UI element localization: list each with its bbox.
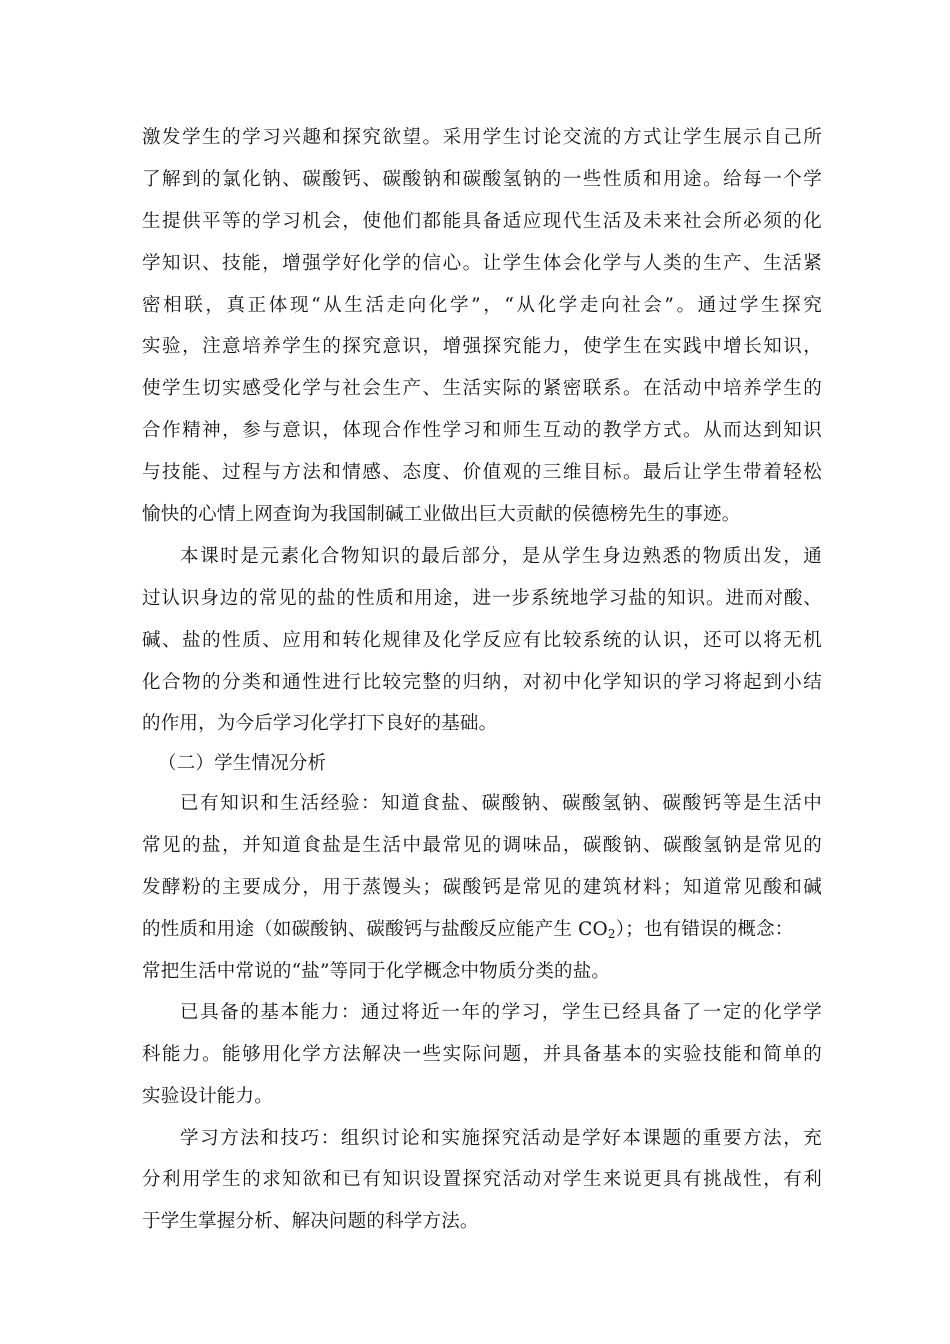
formula-subscript: 2: [607, 927, 616, 941]
text-line: 过认识身边的常见的盐的性质和用途，进一步系统地学习盐的知识。进而对酸、: [142, 588, 822, 609]
text-line: 使学生切实感受化学与社会生产、生活实际的紧密联系。在活动中培养学生的: [142, 378, 822, 399]
text-line: 合作精神，参与意识，体现合作性学习和师生互动的教学方式。从而达到知识: [142, 420, 822, 441]
text-line: 实验，注意培养学生的探究意识，增强探究能力，使学生在实践中增长知识，: [142, 336, 822, 357]
text-line: 学习方法和技巧：组织讨论和实施探究活动是学好本课题的重要方法，充: [180, 1128, 822, 1149]
text-line: 与技能、过程与方法和情感、态度、价值观的三维目标。最后让学生带着轻松: [142, 462, 822, 483]
text-line: 化合物的分类和通性进行比较完整的归纳，对初中化学知识的学习将起到小结: [142, 672, 822, 693]
text-line: 已具备的基本能力：通过将近一年的学习，学生已经具备了一定的化学学: [180, 1002, 822, 1023]
text-line: 科能力。能够用化学方法解决一些实际问题，并具备基本的实验技能和简单的: [142, 1044, 822, 1065]
text-line: 激发学生的学习兴趣和探究欲望。采用学生讨论交流的方式让学生展示自己所: [142, 127, 822, 148]
text-line-with-formula: [142, 918, 822, 942]
text-line: 常见的盐，并知道食盐是生活中最常见的调味品，碳酸钠、碳酸氢钠是常见的: [142, 835, 822, 856]
text-segment: 的性质和用途（如碳酸钠、碳酸钙与盐酸反应能产生 CO: [142, 919, 608, 940]
section-heading: （二）学生情况分析: [158, 753, 327, 774]
text-line: 发酵粉的主要成分，用于蒸馒头；碳酸钙是常见的建筑材料；知道常见酸和碱: [142, 877, 822, 898]
text-line: 碱、盐的性质、应用和转化规律及化学反应有比较系统的认识，还可以将无机: [142, 630, 822, 651]
text-segment: ）；也有错误的概念：: [615, 919, 794, 940]
text-line: 分利用学生的求知欲和已有知识设置探究活动对学生来说更具有挑战性，有利: [142, 1169, 822, 1190]
text-line: 生提供平等的学习机会，使他们都能具备适应现代生活及未来社会所必须的化: [142, 211, 822, 232]
text-line: 实验设计能力。: [142, 1086, 273, 1107]
text-line: 常把生活中常说的“盐”等同于化学概念中物质分类的盐。: [142, 961, 611, 982]
text-line: 本课时是元素化合物知识的最后部分，是从学生身边熟悉的物质出发，通: [180, 546, 822, 567]
text-line: 了解到的氯化钠、碳酸钙、碳酸钠和碳酸氢钠的一些性质和用途。给每一个学: [142, 169, 822, 190]
text-line: 的作用，为今后学习化学打下良好的基础。: [142, 713, 498, 734]
text-line: 愉快的心情上网查询为我国制碱工业做出巨大贡献的侯德榜先生的事迹。: [142, 504, 741, 525]
text-line: 学知识、技能，增强学好化学的信心。让学生体会化学与人类的生产、生活紧: [142, 253, 822, 274]
text-line: 于学生掌握分析、解决问题的科学方法。: [142, 1211, 479, 1232]
text-line: 已有知识和生活经验：知道食盐、碳酸钠、碳酸氢钠、碳酸钙等是生活中: [180, 793, 822, 814]
text-line: 密相联，真正体现“从生活走向化学”，“从化学走向社会”。通过学生探究: [142, 295, 822, 316]
